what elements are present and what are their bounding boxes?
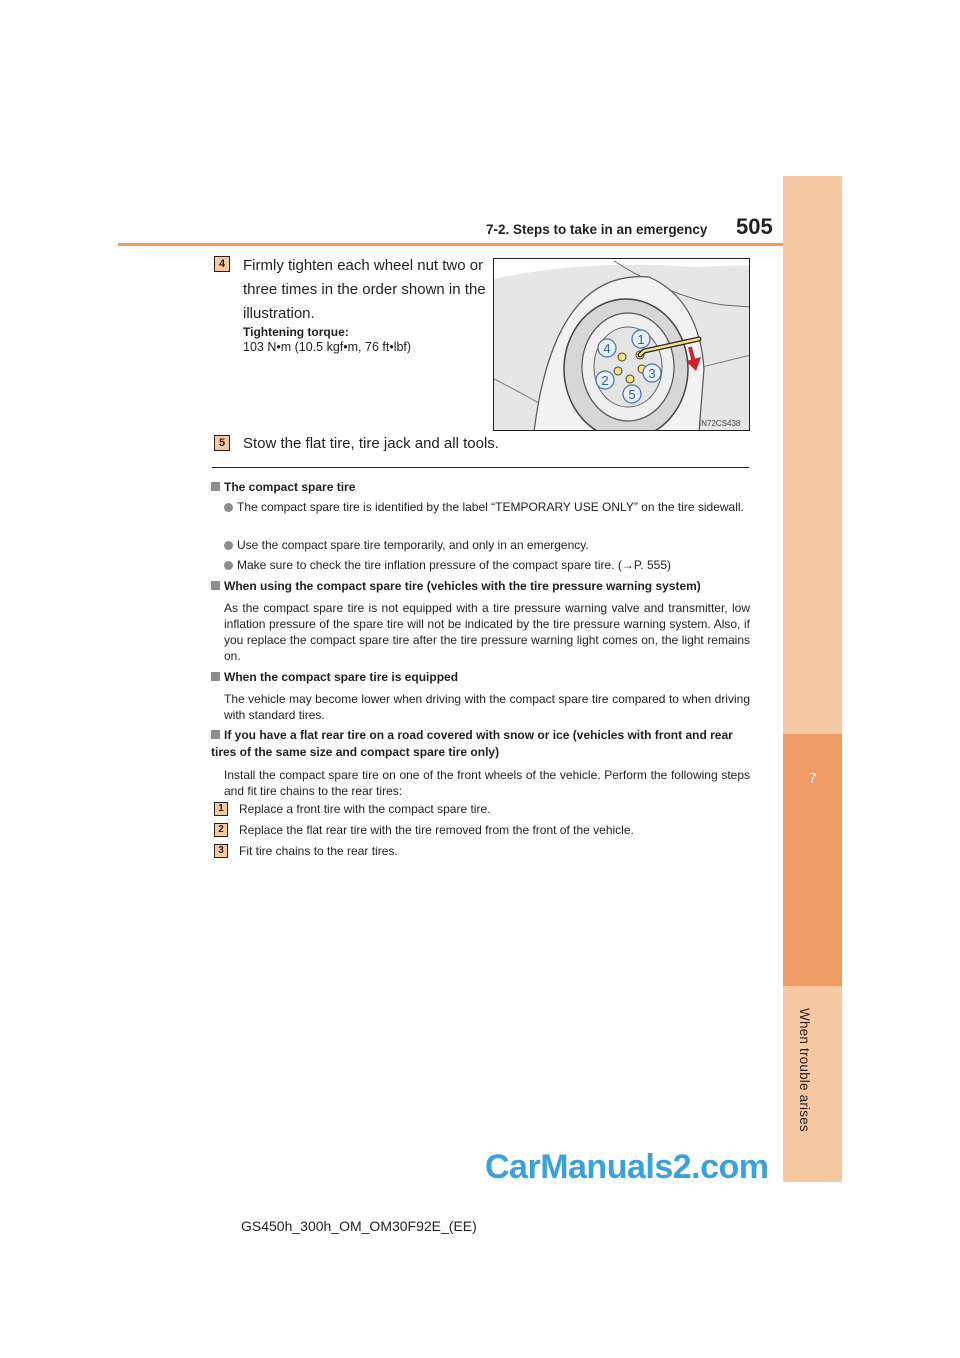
step-number-badge: 4: [214, 256, 230, 272]
note-paragraph: The vehicle may become lower when driving with the compact spare tire compared to when driving with standard tires.: [224, 692, 750, 722]
note-heading: [211, 578, 701, 595]
note-heading-text: The compact spare tire: [224, 480, 356, 494]
page-number: 505: [736, 214, 773, 239]
wheel-illustration-svg: [494, 259, 750, 431]
chapter-side-tab: [783, 176, 842, 1182]
substep-number-badge: 3: [214, 844, 228, 858]
dot-bullet-icon: [224, 503, 233, 512]
bullet-text: Make sure to check the tire inflation pressure of the compact spare tire. (→P. 555): [237, 558, 671, 572]
header-rule: [118, 243, 783, 246]
nut-label: 2: [601, 373, 609, 388]
note-bullet: [224, 537, 750, 553]
note-bullet: [224, 499, 750, 515]
chapter-label: When trouble arises: [797, 1008, 812, 1132]
document-code: GS450h_300h_OM_OM30F92E_(EE): [241, 1218, 477, 1234]
wheel-nut: [626, 375, 634, 383]
wheel-nut-illustration: [493, 258, 750, 431]
chapter-number: 7: [808, 770, 817, 787]
square-bullet-icon: [211, 482, 220, 491]
section-title: 7-2. Steps to take in an emergency: [486, 222, 708, 237]
note-heading: [211, 669, 458, 686]
square-bullet-icon: [211, 730, 220, 739]
watermark: CarManuals2.com: [485, 1148, 769, 1186]
torque-label: Tightening torque:: [243, 325, 349, 339]
substep-text: Fit tire chains to the rear tires.: [239, 844, 398, 858]
note-paragraph: Install the compact spare tire on one of the front wheels of the vehicle. Perform the following steps and fit tire chains to the rear tires:: [224, 768, 750, 798]
note-heading: [211, 479, 355, 496]
note-paragraph: As the compact spare tire is not equipped with a tire pressure warning valve and transmitter, low inflation pressure of the spare tire will not be indicated by the tire pressure warning system. Also, if you replace the compact spare tire after the tire pressure warning light comes on, the light remains on.: [224, 601, 750, 663]
wheel-nut: [614, 367, 622, 375]
nut-label: 5: [628, 387, 636, 402]
step-4-text: Firmly tighten each wheel nut two or three times in the order shown in the illustration.: [243, 257, 486, 322]
substep-number-badge: 1: [214, 802, 228, 816]
bullet-text: The compact spare tire is identified by the label “TEMPORARY USE ONLY” on the tire sidewall.: [237, 500, 744, 514]
torque-value: 103 N•m (10.5 kgf•m, 76 ft•lbf): [243, 340, 412, 354]
note-heading-text: When the compact spare tire is equipped: [224, 670, 459, 684]
nut-label: 3: [648, 366, 656, 381]
nut-label: 4: [603, 341, 611, 356]
square-bullet-icon: [211, 672, 220, 681]
wheel-nut: [618, 353, 626, 361]
substep-text: Replace a front tire with the compact spare tire.: [239, 802, 491, 816]
bullet-text: Use the compact spare tire temporarily, and only in an emergency.: [237, 538, 589, 552]
substep-text: Replace the flat rear tire with the tire removed from the front of the vehicle.: [239, 823, 634, 837]
note-heading: [211, 727, 751, 761]
note-heading-text: If you have a flat rear tire on a road covered with snow or ice (vehicles with front and rear tires of the same size and compact spare tire only): [211, 728, 733, 759]
substep-number-badge: 2: [214, 823, 228, 837]
note-bullet: [224, 557, 750, 573]
illustration-code: IN72CS438: [699, 419, 741, 428]
step-5-text: Stow the flat tire, tire jack and all tools.: [243, 435, 499, 452]
dot-bullet-icon: [224, 541, 233, 550]
note-heading-text: When using the compact spare tire (vehicles with the tire pressure warning system): [224, 579, 701, 593]
dot-bullet-icon: [224, 561, 233, 570]
step-number-badge: 5: [214, 435, 230, 451]
nut-label: 1: [637, 332, 645, 347]
section-divider: [212, 467, 749, 468]
square-bullet-icon: [211, 581, 220, 590]
